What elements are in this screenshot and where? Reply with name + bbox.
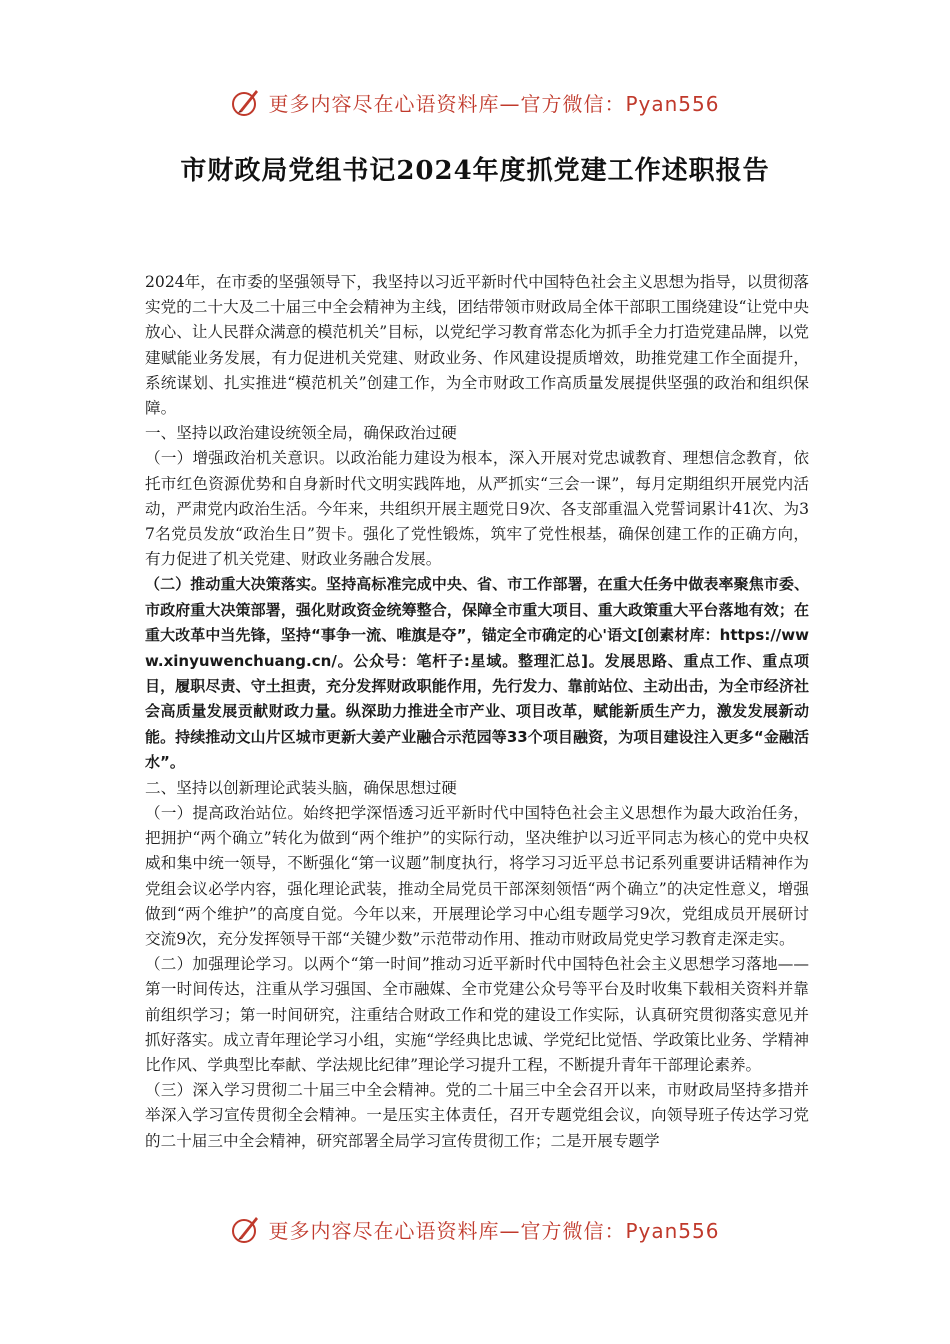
document-title: 市财政局党组书记2024年度抓党建工作述职报告 bbox=[180, 156, 770, 186]
top-watermark-banner bbox=[0, 80, 950, 124]
section-heading: 二、坚持以创新理论武装头脑，确保思想过硬 bbox=[145, 778, 457, 797]
body-paragraph: （二）加强理论学习。以两个“第一时间”推动习近平新时代中国特色社会主义思想学习落地——第一时间传达，注重从学习强国、全市融媒、全市党建公众号等平台及时收集下载相关资料并靠前组织学习；第一时间研究，注重结合财政工作和党的建设工作实际，认真研究贯彻落实意见并抓好落实。成立青年理论学习小组，实施“学经典比忠诚、学党纪比觉悟、学政策比业务、学精神比作风、学典型比奉献、学法规比纪律”理论学习提升工程，不断提升青年干部理论素养。 bbox=[145, 955, 809, 1074]
quill-pen-logo-icon bbox=[230, 86, 262, 118]
quill-pen-logo-icon bbox=[230, 1213, 262, 1245]
body-paragraph: （一）提高政治站位。始终把学深悟透习近平新时代中国特色社会主义思想作为最大政治任务，把拥护“两个确立”转化为做到“两个维护”的实际行动，坚决维护以习近平同志为核心的党中央权威和集中统一领导，不断强化“第一议题”制度执行，将学习习近平总书记系列重要讲话精神作为党组会议必学内容，强化理论武装，推动全局党员干部深刻领悟“两个确立”的决定性意义，增强做到“两个维护”的高度自觉。今年以来，开展理论学习中心组专题学习9次，党组成员开展研讨交流9次，充分发挥领导干部“关键少数”示范带动作用、推动市财政局党史学习教育走深走实。 bbox=[145, 803, 809, 948]
watermark-text: 更多内容尽在心语资料库—官方微信：Pyan556 bbox=[268, 1218, 720, 1243]
bottom-watermark-banner bbox=[0, 1207, 950, 1251]
section-heading: 一、坚持以政治建设统领全局，确保政治过硬 bbox=[145, 424, 457, 443]
intro-paragraph: 2024年，在市委的坚强领导下，我坚持以习近平新时代中国特色社会主义思想为指导，以贯彻落实党的二十大及二十届三中全会精神为主线，团结带领市财政局全体干部职工围绕建设“让党中央放心、让人民群众满意的模范机关”目标，以党纪学习教育常态化为抓手全力打造党建品牌，以党建赋能业务发展，有力促进机关党建、财政业务、作风建设提质增效，助推党建工作全面提升，系统谋划、扎实推进“模范机关”创建工作，为全市财政工作高质量发展提供坚强的政治和组织保障。 bbox=[145, 273, 809, 418]
document-body bbox=[145, 270, 809, 1154]
watermark-text: 更多内容尽在心语资料库—官方微信：Pyan556 bbox=[268, 91, 720, 116]
body-paragraph: （一）增强政治机关意识。以政治能力建设为根本，深入开展对党忠诚教育、理想信念教育，依托市红色资源优势和自身新时代文明实践阵地，从严抓实“三会一课”，每月定期组织开展党内活动，严肃党内政治生活。今年来，共组织开展主题党日9次、各支部重温入党誓词累计41次、为37名党员发放“政治生日”贺卡。强化了党性锻炼，筑牢了党性根基，确保创建工作的正确方向，有力促进了机关党建、财政业务融合发展。 bbox=[145, 449, 809, 569]
body-paragraph: （三）深入学习贯彻二十届三中全会精神。党的二十届三中全会召开以来，市财政局坚持多措并举深入学习宣传贯彻全会精神。一是压实主体责任，召开专题党组会议，向领导班子传达学习党的二十届三中全会精神，研究部署全局学习宣传贯彻工作；二是开展专题学 bbox=[145, 1081, 809, 1150]
bold-paragraph: （二）推动重大决策落实。坚持高标准完成中央、省、市工作部署，在重大任务中做表率聚焦市委、市政府重大决策部署，强化财政资金统筹整合，保障全市重大项目、重大政策重大平台落地有效；在重大改革中当先锋，坚持“事争一流、唯旗是夺”，锚定全市确定的心'语文[创素材库：https://www.xinyuwenchuang.cn/。公众号：笔杆子:星域。整理汇总]。发展思路、重点工作、重点项目，履职尽责、守土担责，充分发挥财政职能作用，先行发力、靠前站位、主动出击，为全市经济社会高质量发展贡献财政力量。纵深助力推进全市产业、项目改革，赋能新质生产力，激发发展新动能。持续推动文山片区城市更新大姜产业融合示范园等33个项目融资，为项目建设注入更多“金融活水”。 bbox=[145, 575, 809, 772]
